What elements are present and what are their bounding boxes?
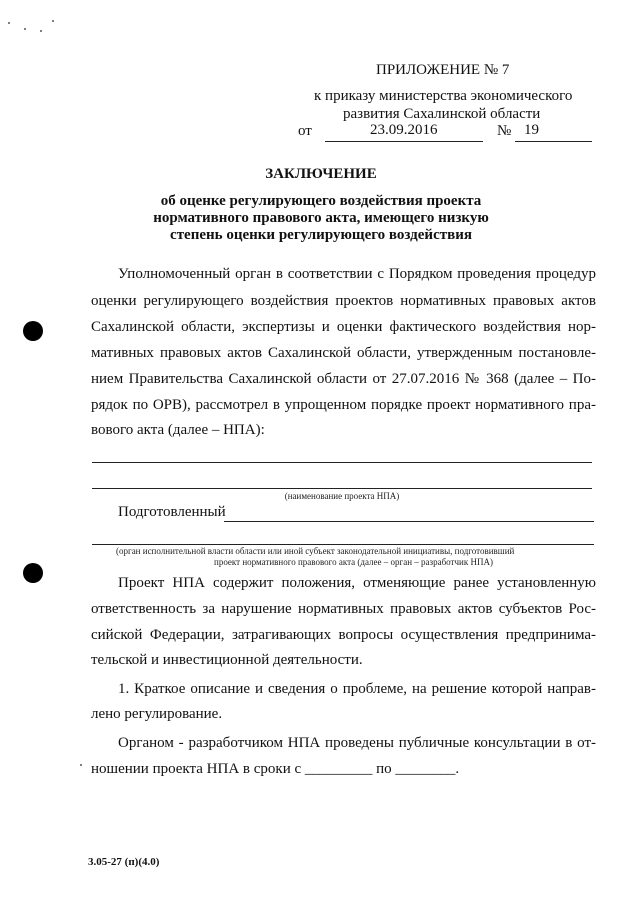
number-label: № (497, 123, 512, 139)
scan-speck (24, 28, 26, 30)
prepared-label: Подготовленный (118, 504, 226, 520)
provisions-line: ответственность за нарушение нормативных правовых актов субъектов Рос- (91, 601, 596, 617)
intro-line: Сахалинской области, экспертизы и оценки фактического воздействия нор- (91, 319, 596, 335)
prepared-line-2 (92, 544, 594, 545)
order-reference: к приказу министерства экономического (314, 88, 573, 104)
punch-hole-top (23, 321, 43, 341)
subtitle-line-3: степень оценки регулирующего воздействия (170, 227, 472, 243)
prepared-caption-1: (орган исполнительной власти области или иной субъект законодательной инициативы, подготовивший (116, 546, 515, 556)
appendix-label: ПРИЛОЖЕНИЕ № 7 (376, 62, 510, 78)
prepared-caption-2: проект нормативного правового акта (далее – орган – разработчик НПА) (214, 557, 493, 567)
ministry-name: развития Сахалинской области (343, 106, 541, 122)
order-number: 19 (524, 122, 539, 138)
intro-line: оценки регулирующего воздействия проектов нормативных правовых актов (91, 293, 596, 309)
form-code: 3.05-27 (п)(4.0) (88, 856, 160, 868)
intro-line: мативных правовых актов Сахалинской области, утвержденным постановле- (91, 345, 596, 361)
npa-name-line-1 (92, 462, 592, 463)
consultation-line: ношении проекта НПА в сроки с _________ по ________. (91, 761, 460, 777)
npa-name-line-2 (92, 488, 592, 489)
date-label: от (298, 123, 312, 139)
scan-speck (52, 20, 54, 22)
punch-hole-bottom (23, 563, 43, 583)
order-date: 23.09.2016 (370, 122, 438, 138)
prepared-line (224, 521, 594, 522)
subtitle-line-1: об оценке регулирующего воздействия проекта (160, 193, 482, 209)
section-1-line: 1. Краткое описание и сведения о проблеме, на решение которой направ- (118, 681, 596, 697)
scan-speck (40, 30, 42, 32)
date-underline (325, 141, 483, 142)
intro-line: Уполномоченный орган в соответствии с Порядком проведения процедур (118, 266, 596, 282)
intro-line: вового акта (далее – НПА): (91, 422, 265, 438)
intro-line: рядок по ОРВ), рассмотрел в упрощенном порядке проект нормативного пра- (91, 397, 596, 413)
provisions-line: тельской и инвестиционной деятельности. (91, 652, 363, 668)
section-1-line: лено регулирование. (91, 706, 223, 722)
intro-line: нием Правительства Сахалинской области от 27.07.2016 № 368 (далее – По- (91, 371, 596, 387)
number-underline (515, 141, 592, 142)
provisions-line: сийской Федерации, затрагивающих вопросы осуществления предпринима- (91, 627, 596, 643)
consultation-line: Органом - разработчиком НПА проведены публичные консультации в от- (118, 735, 596, 751)
provisions-line: Проект НПА содержит положения, отменяющие ранее установленную (118, 575, 596, 591)
document-title: ЗАКЛЮЧЕНИЕ (265, 166, 377, 182)
npa-name-caption: (наименование проекта НПА) (284, 491, 400, 501)
scan-speck (80, 764, 82, 766)
scan-speck (8, 22, 10, 24)
subtitle-line-2: нормативного правового акта, имеющего низкую (153, 210, 489, 226)
